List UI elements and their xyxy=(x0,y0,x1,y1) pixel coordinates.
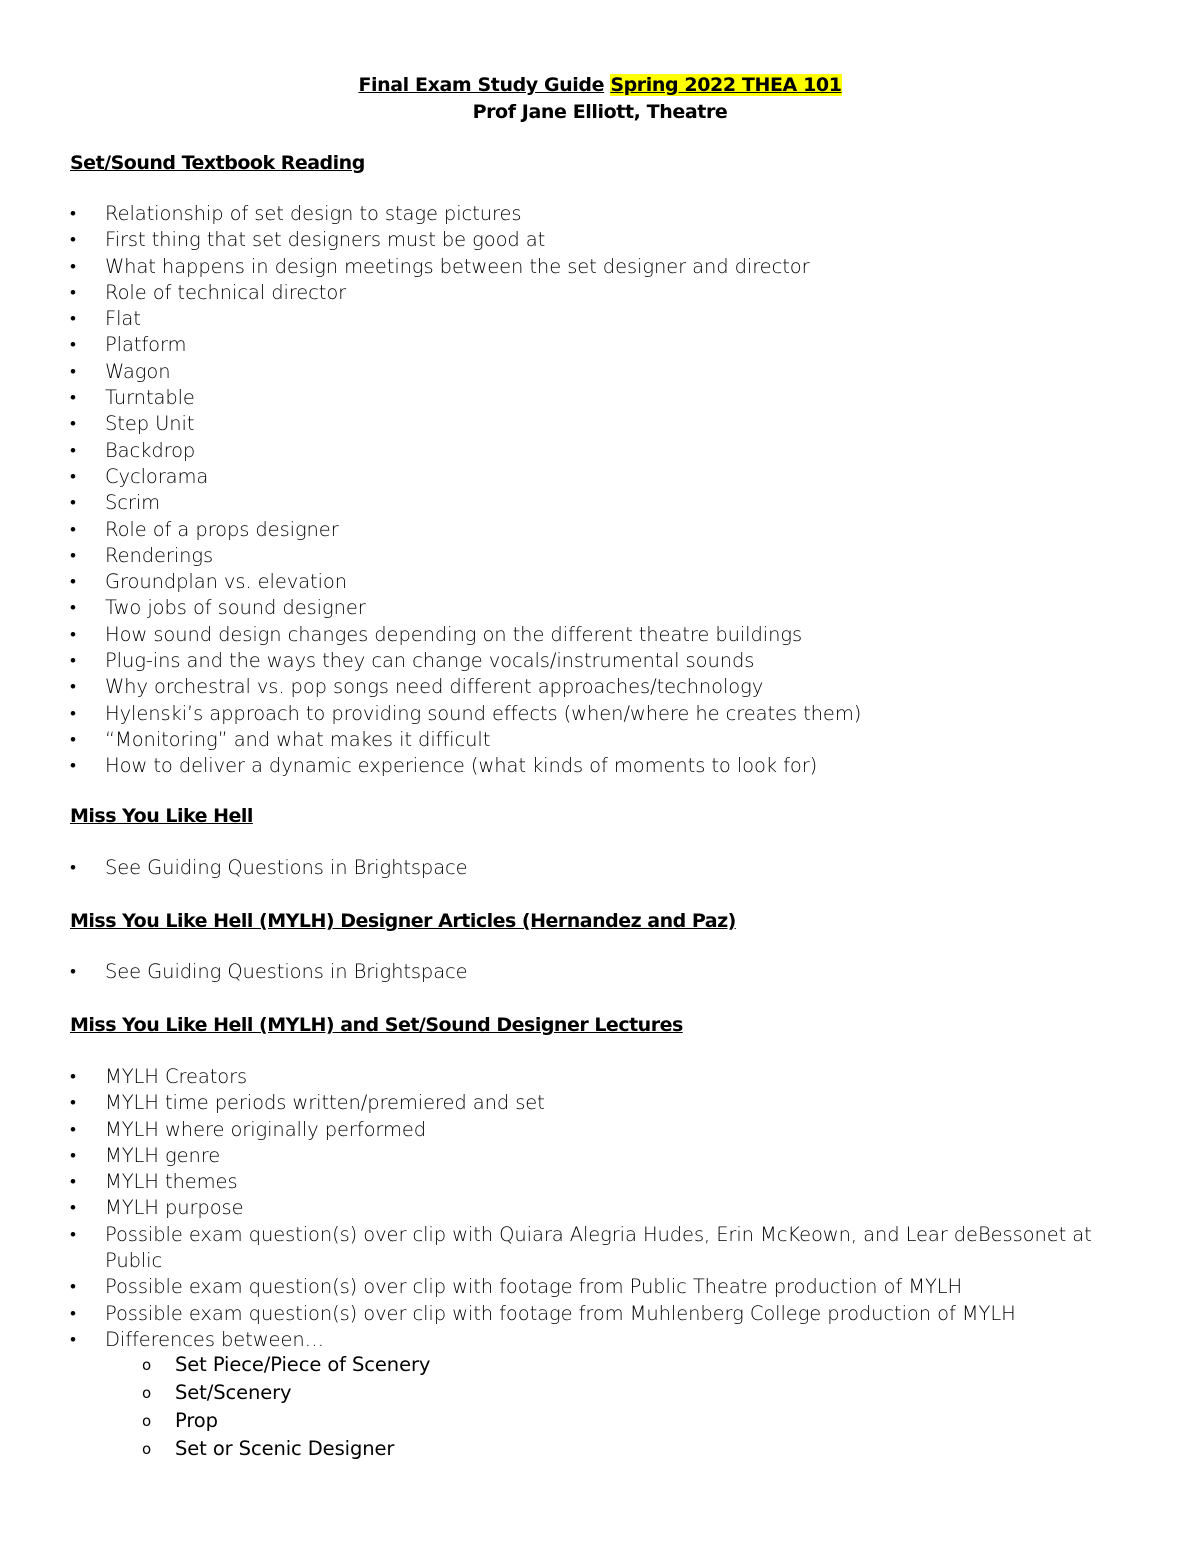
bullet-icon: • xyxy=(70,1067,76,1087)
section-heading-textbook: Set/Sound Textbook Reading xyxy=(70,152,365,174)
sub-list-item: o Prop xyxy=(140,1407,430,1435)
bullet-icon: • xyxy=(70,519,76,540)
bullet-icon: • xyxy=(70,466,76,487)
bullet-icon: • xyxy=(70,1224,76,1245)
document-title xyxy=(0,72,1200,99)
bullet-icon: • xyxy=(70,1303,76,1324)
title-highlight: Spring 2022 THEA 101 xyxy=(610,74,842,96)
bullet-icon: • xyxy=(70,572,76,593)
mylh-list xyxy=(70,855,1115,881)
list-item: • Relationship of set design to stage pictures xyxy=(70,201,1115,227)
bullet-icon: • xyxy=(70,256,76,277)
list-item: • What happens in design meetings between the set designer and director xyxy=(70,254,1115,280)
list-item: • First thing that set designers must be good at xyxy=(70,227,1115,253)
list-item: • Scrim xyxy=(70,490,1115,516)
section-heading-mylh: Miss You Like Hell xyxy=(70,805,253,827)
list-item: • MYLH Creators xyxy=(70,1064,1115,1090)
list-item: • MYLH where originally performed xyxy=(70,1117,1115,1143)
bullet-icon: • xyxy=(70,335,76,356)
sub-list-item: o Set or Scenic Designer xyxy=(140,1435,430,1463)
list-item: • Wagon xyxy=(70,359,1115,385)
bullet-icon: • xyxy=(70,204,76,224)
circle-bullet-icon: o xyxy=(142,1356,152,1374)
list-item: • MYLH time periods written/premiered and set xyxy=(70,1090,1115,1116)
bullet-icon: • xyxy=(70,361,76,382)
bullet-icon: • xyxy=(70,756,76,777)
list-item: • “Monitoring” and what makes it difficult xyxy=(70,727,1115,753)
list-item: • How sound design changes depending on the different theatre buildings xyxy=(70,622,1115,648)
list-item: • Hylenski’s approach to providing sound effects (when/where he creates them) xyxy=(70,701,1115,727)
bullet-icon: • xyxy=(70,598,76,619)
bullet-icon: • xyxy=(70,230,76,251)
list-item: • Flat xyxy=(70,306,1115,332)
bullet-icon: • xyxy=(70,962,76,982)
list-item: • Platform xyxy=(70,332,1115,358)
list-item: • See Guiding Questions in Brightspace xyxy=(70,855,1115,881)
bullet-icon: • xyxy=(70,624,76,645)
list-item: • Backdrop xyxy=(70,438,1115,464)
list-item: • MYLH genre xyxy=(70,1143,1115,1169)
list-item: • Plug-ins and the ways they can change vocals/instrumental sounds xyxy=(70,648,1115,674)
section-heading-lectures: Miss You Like Hell (MYLH) and Set/Sound Designer Lectures xyxy=(70,1014,683,1036)
list-item: • How to deliver a dynamic experience (what kinds of moments to look for) xyxy=(70,753,1115,779)
bullet-icon: • xyxy=(70,677,76,698)
list-item: • MYLH themes xyxy=(70,1169,1115,1195)
bullet-icon: • xyxy=(70,1093,76,1114)
circle-bullet-icon: o xyxy=(142,1440,152,1458)
bullet-icon: • xyxy=(70,545,76,566)
bullet-icon: • xyxy=(70,703,76,724)
list-item: • Cyclorama xyxy=(70,464,1115,490)
list-item: • Two jobs of sound designer xyxy=(70,595,1115,621)
list-item: • Step Unit xyxy=(70,411,1115,437)
list-item: • Renderings xyxy=(70,543,1115,569)
textbook-topic-list xyxy=(70,201,1115,780)
sub-list-item: o Set Piece/Piece of Scenery xyxy=(140,1351,430,1379)
bullet-icon: • xyxy=(70,1119,76,1140)
bullet-icon: • xyxy=(70,1277,76,1298)
list-item: • Role of a props designer xyxy=(70,517,1115,543)
document-header xyxy=(0,72,1200,126)
bullet-icon: • xyxy=(70,282,76,303)
bullet-icon: • xyxy=(70,493,76,514)
list-item: • Possible exam question(s) over clip with footage from Muhlenberg College production of MYLH xyxy=(70,1301,1115,1327)
list-item: • Possible exam question(s) over clip with Quiara Alegria Hudes, Erin McKeown, and Lear deBessonet at Public xyxy=(70,1222,1092,1273)
list-item: • Role of technical director xyxy=(70,280,1115,306)
sub-list-item: o Set/Scenery xyxy=(140,1379,430,1407)
bullet-icon: • xyxy=(70,1172,76,1193)
bullet-icon: • xyxy=(70,440,76,461)
lectures-list xyxy=(70,1064,1115,1353)
list-item: • See Guiding Questions in Brightspace xyxy=(70,959,1115,985)
title-main: Final Exam Study Guide xyxy=(358,74,605,96)
designer-articles-list xyxy=(70,959,1115,985)
circle-bullet-icon: o xyxy=(142,1412,152,1430)
list-item: • Differences between… xyxy=(70,1327,1115,1353)
document-subtitle: Prof Jane Elliott, Theatre xyxy=(472,101,728,123)
section-heading-designer-articles: Miss You Like Hell (MYLH) Designer Articles (Hernandez and Paz) xyxy=(70,910,736,932)
list-item: • Possible exam question(s) over clip with footage from Public Theatre production of MYLH xyxy=(70,1274,1115,1300)
differences-sublist xyxy=(140,1351,430,1463)
list-item: • Turntable xyxy=(70,385,1115,411)
bullet-icon: • xyxy=(70,1145,76,1166)
bullet-icon: • xyxy=(70,858,76,878)
bullet-icon: • xyxy=(70,1198,76,1219)
bullet-icon: • xyxy=(70,388,76,409)
list-item: • MYLH purpose xyxy=(70,1195,1115,1221)
list-item: • Why orchestral vs. pop songs need different approaches/technology xyxy=(70,674,1115,700)
bullet-icon: • xyxy=(70,414,76,435)
bullet-icon: • xyxy=(70,651,76,672)
list-item: • Groundplan vs. elevation xyxy=(70,569,1115,595)
bullet-icon: • xyxy=(70,729,76,750)
circle-bullet-icon: o xyxy=(142,1384,152,1402)
bullet-icon: • xyxy=(70,1329,76,1350)
bullet-icon: • xyxy=(70,309,76,330)
